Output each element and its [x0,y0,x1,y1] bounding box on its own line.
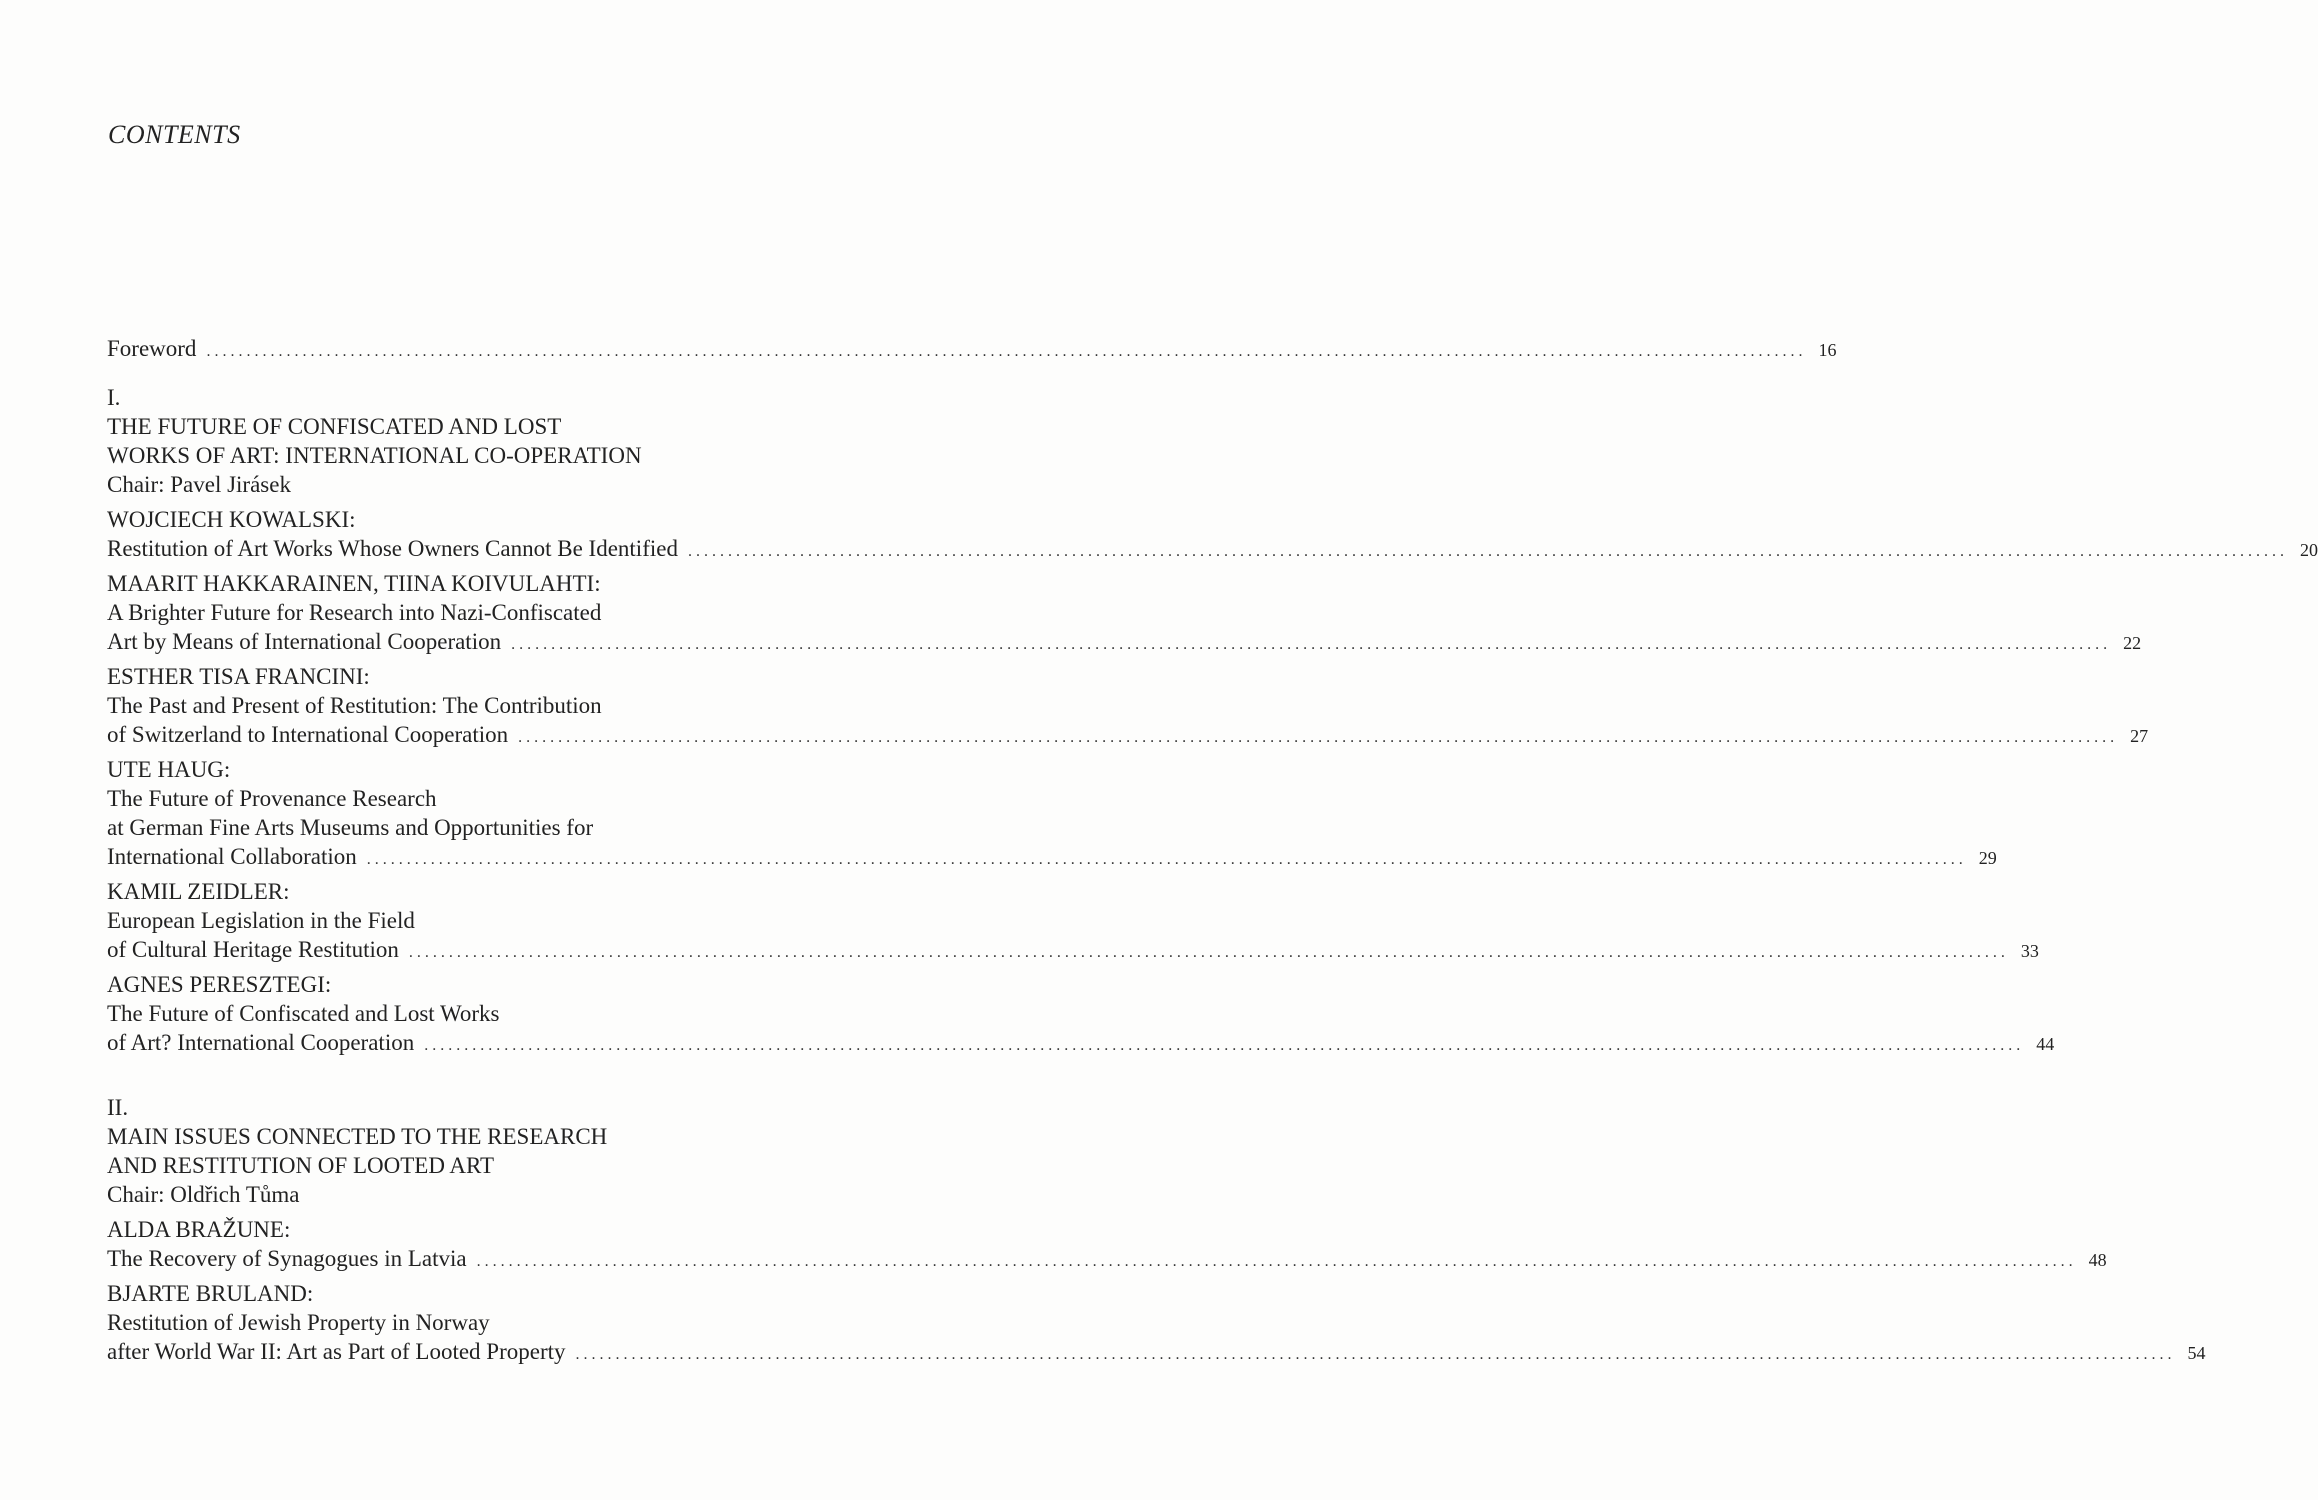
section-chair: Chair: Oldřich Tůma [107,1182,300,1207]
entry-title: Art by Means of International Cooperation [107,629,502,654]
entry-title: International Collaboration [107,844,357,869]
entry-title: European Legislation in the Field [107,908,415,933]
toc-entry[interactable] [107,1215,2107,1273]
toc-entry[interactable] [107,970,2055,1057]
toc-entry[interactable] [107,1279,2206,1366]
toc-entry[interactable] [107,569,2142,656]
entry-title: Restitution of Jewish Property in Norway [107,1310,490,1335]
entry-author: AGNES PERESZTEGI: [107,972,332,997]
dot-leader: ........................................................................................................................................................................................................ [366,851,1967,868]
section-title-line: AND RESTITUTION OF LOOTED ART [107,1153,495,1178]
page-number: 27 [2130,726,2149,746]
dot-leader: ........................................................................................................................................................................................................ [511,636,2112,653]
page-number: 29 [1978,848,1997,868]
toc-entry[interactable] [107,662,2149,749]
entry-title: after World War II: Art as Part of Looted Property [107,1339,566,1364]
entry-title: The Past and Present of Restitution: The Contribution [107,693,602,718]
section-chair: Chair: Pavel Jirásek [107,472,291,497]
toc-section-1 [107,383,2318,1057]
entry-title: The Recovery of Synagogues in Latvia [107,1246,467,1271]
section-number: I. [107,385,121,410]
entry-author: KAMIL ZEIDLER: [107,879,290,904]
toc-entry[interactable] [107,505,2318,563]
entry-author: ESTHER TISA FRANCINI: [107,664,370,689]
entry-title: Foreword [107,336,197,361]
section-title-line: MAIN ISSUES CONNECTED TO THE RESEARCH [107,1124,608,1149]
section-title-line: WORKS OF ART: INTERNATIONAL CO-OPERATION [107,443,642,468]
dot-leader: ........................................................................................................................................................................................................ [687,543,2288,560]
section-number: II. [107,1095,129,1120]
entry-title: A Brighter Future for Research into Nazi-Confiscated [107,600,602,625]
entry-title: The Future of Confiscated and Lost Works [107,1001,500,1026]
entry-author: WOJCIECH KOWALSKI: [107,507,356,532]
toc-entry[interactable] [107,755,1997,871]
dot-leader: ........................................................................................................................................................................................................ [408,944,2009,961]
entry-title: of Cultural Heritage Restitution [107,937,399,962]
section-title-line: THE FUTURE OF CONFISCATED AND LOST [107,414,562,439]
dot-leader: ........................................................................................................................................................................................................ [518,729,2119,746]
toc-section-2 [107,1093,2206,1366]
page-number: 44 [2036,1034,2055,1054]
page-number: 16 [1818,340,1837,360]
entry-author: MAARIT HAKKARAINEN, TIINA KOIVULAHTI: [107,571,601,596]
contents-heading: CONTENTS [108,120,241,149]
dot-leader: ........................................................................................................................................................................................................ [575,1346,2176,1363]
dot-leader: ........................................................................................................................................................................................................ [476,1253,2077,1270]
table-of-contents [107,334,2318,1366]
entry-author: UTE HAUG: [107,757,231,782]
page-number: 20 [2299,540,2318,560]
entry-title: Restitution of Art Works Whose Owners Cannot Be Identified [107,536,678,561]
entry-title: of Art? International Cooperation [107,1030,415,1055]
toc-entry-foreword[interactable] [107,334,1837,363]
page-number: 48 [2088,1250,2107,1270]
entry-author: ALDA BRAŽUNE: [107,1217,291,1242]
entry-author: BJARTE BRULAND: [107,1281,314,1306]
dot-leader: ........................................................................................................................................................................................................ [206,343,1807,360]
page-number: 54 [2187,1343,2206,1363]
page-number: 22 [2123,633,2142,653]
entry-title: at German Fine Arts Museums and Opportunities for [107,815,594,840]
dot-leader: ........................................................................................................................................................................................................ [424,1037,2025,1054]
entry-title: The Future of Provenance Research [107,786,437,811]
entry-title: of Switzerland to International Cooperation [107,722,509,747]
page-number: 33 [2020,941,2039,961]
toc-entry[interactable] [107,877,2039,964]
